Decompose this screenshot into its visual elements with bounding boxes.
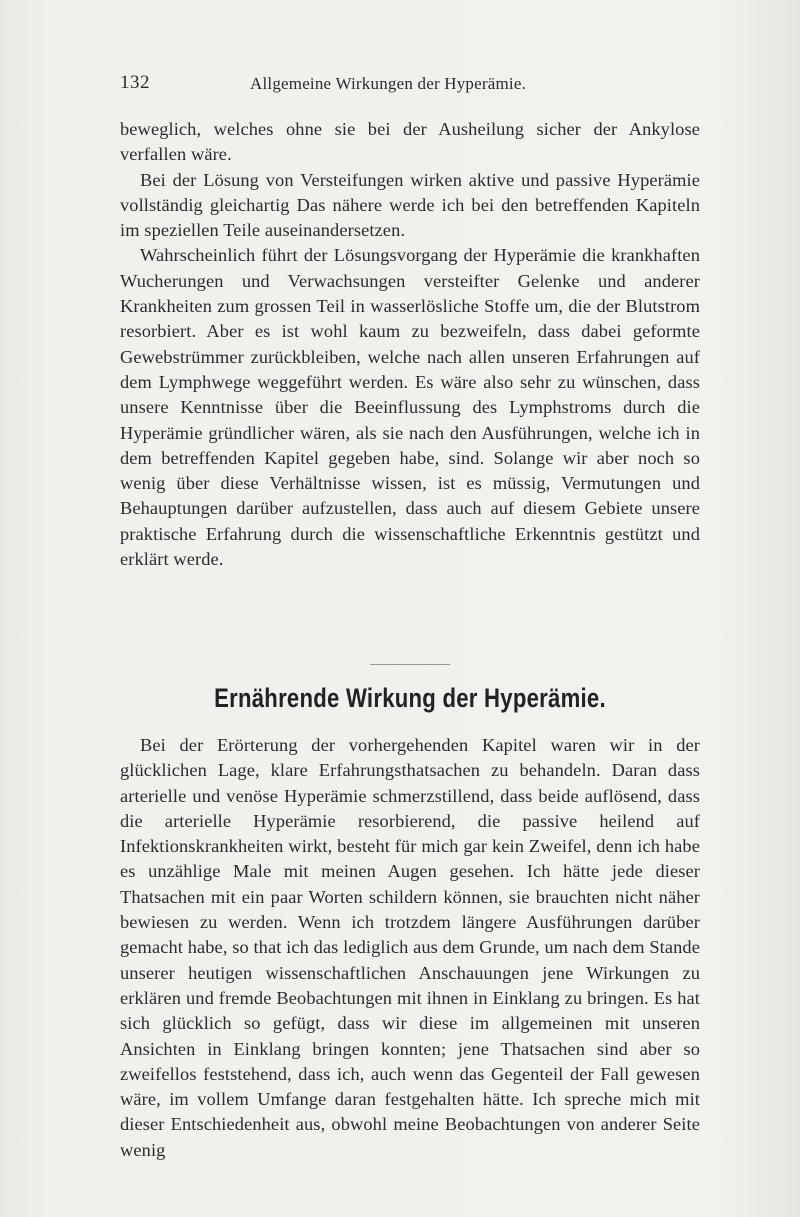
paragraph: beweglich, welches ohne sie bei der Ausheilung sicher der Ankylose verfallen wäre. xyxy=(120,119,700,165)
text-block-section xyxy=(120,733,700,1163)
paragraph: Bei der Lösung von Versteifungen wirken aktive und passive Hyperämie vollständig gleichartig Das nähere werde ich bei den betreffenden Kapiteln im speziellen Teile auseinandersetzen. xyxy=(120,169,700,241)
page-header xyxy=(120,72,700,98)
paragraph: Wahrscheinlich führt der Lösungsvorgang der Hyperämie die krankhaften Wucherungen und Verwachsungen versteifter Gelenke und anderer Krankheiten zum grossen Teil in wasserlösliche Stoffe um, die der Blutstrom resorbiert. Aber es ist wohl kaum zu bezweifeln, dass dabei geformte Gewebstrümmer zurückbleiben, welche nach allen unseren Erfahrungen auf dem Lymphwege weggeführt werden. Es wäre also sehr zu wünschen, dass unsere Kenntnisse über die Beeinflussung des Lymphstroms durch die Hyperämie gründlicher wären, als sie nach den Ausführungen, welche ich in dem betreffenden Kapitel gegeben habe, sind. Solange wir aber noch so wenig über diese Verhältnisse wissen, ist es müssig, Vermutungen und Behauptungen darüber aufzustellen, dass auch auf diesem Gebiete unsere praktische Erfahrung durch die wissenschaftliche Erkenntnis gestützt und erklärt werde. xyxy=(120,245,700,570)
text-block-continuation xyxy=(120,117,700,572)
page-number: 132 xyxy=(120,72,150,93)
running-head: Allgemeine Wirkungen der Hyperämie. xyxy=(250,74,527,93)
paragraph: Bei der Erörterung der vorhergehenden Kapitel waren wir in der glücklichen Lage, klare Erfahrungsthatsachen zu behandeln. Daran dass arterielle und venöse Hyperämie schmerzstillend, dass beide auflösend, dass die arterielle Hyperämie resorbierend, die passive heilend auf Infektionskrankheiten wirkt, besteht für mich gar kein Zweifel, denn ich habe es unzählige Male mit meinen Augen gesehen. Ich hätte jede dieser Thatsachen mit ein paar Worten schildern können, sie brauchten nicht näher bewiesen zu werden. Wenn ich trotzdem längere Ausführungen darüber gemacht habe, so that ich das lediglich aus dem Grunde, um nach dem Stande unserer heutigen wissenschaftlichen Anschauungen jene Wirkungen zu erklären und fremde Beobachtungen mit ihnen in Einklang zu bringen. Es hat sich glücklich so gefügt, dass wir diese im allgemeinen mit unseren Ansichten in Einklang bringen konnten; jene Thatsachen sind aber so zweifellos feststehend, dass ich, auch wenn das Gegenteil der Fall gewesen wäre, im vollem Umfange daran festgehalten hätte. Ich spreche mich mit dieser Entschiedenheit aus, obwohl meine Beobachtungen von anderer Seite wenig xyxy=(120,735,700,1160)
section-divider xyxy=(370,664,450,665)
section-title: Ernährende Wirkung der Hyperämie. xyxy=(214,683,606,713)
